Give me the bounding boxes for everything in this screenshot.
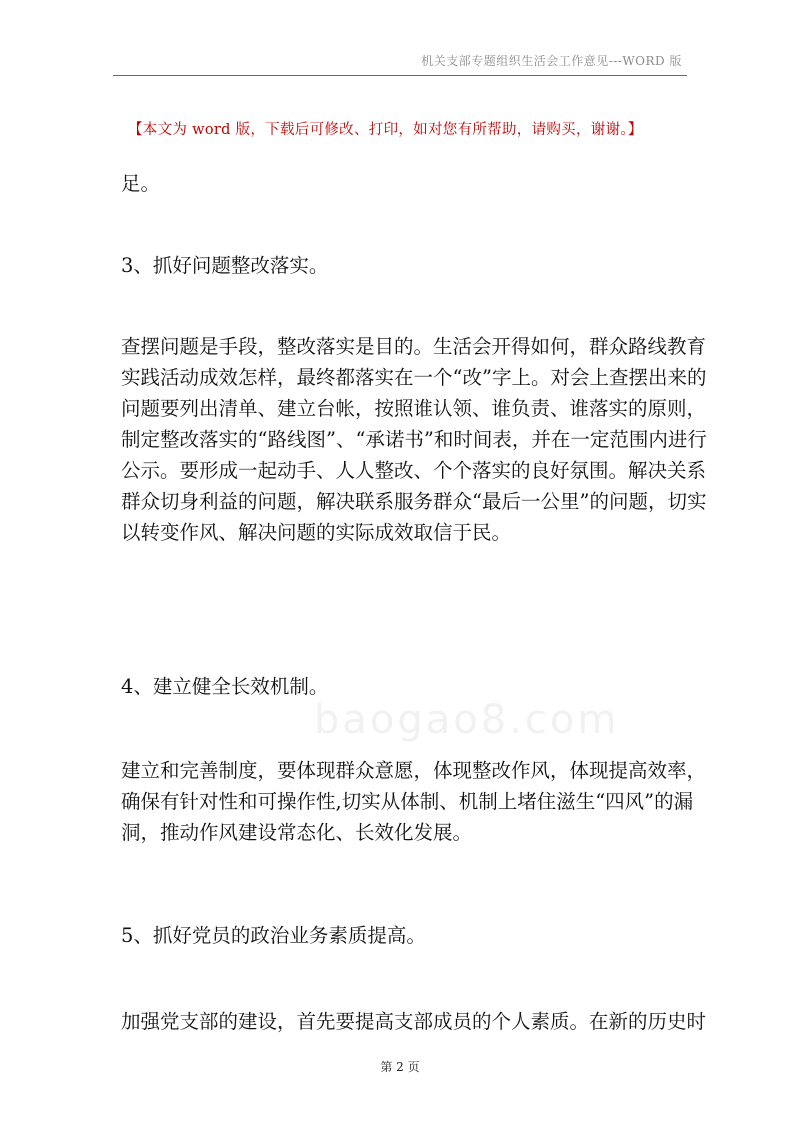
- watermark: baogao8.com: [314, 697, 620, 743]
- page-number: 第 2 页: [380, 1060, 420, 1074]
- text-line: 实践活动成效怎样，最终都落实在一个“改”字上。对会上查摆出来的: [121, 366, 707, 389]
- paragraph-continuation: [121, 168, 693, 199]
- text-line: 足。: [121, 172, 161, 195]
- heading-text: 3、抓好问题整改落实。: [121, 254, 329, 277]
- heading-text: 5、抓好党员的政治业务素质提高。: [121, 924, 426, 947]
- text-line: 以转变作风、解决问题的实际成效取信于民。: [121, 521, 512, 544]
- purchase-notice: 【本文为 word 版，下载后可修改、打印，如对您有所帮助，请购买，谢谢。】: [128, 122, 643, 138]
- text-line: 洞，推动作风建设常态化、长效化发展。: [121, 821, 473, 844]
- text-line: 确保有针对性和可操作性,切实从体制、机制上堵住滋生“四风”的漏: [121, 790, 694, 813]
- heading-text: 4、建立健全长效机制。: [121, 675, 329, 698]
- header-title: 机关支部专题组织生活会工作意见---WORD 版: [421, 54, 682, 68]
- section-heading-3: [121, 250, 693, 281]
- header-divider: [113, 75, 687, 76]
- text-line: 公示。要形成一起动手、人人整改、个个落实的良好氛围。解决关系: [121, 459, 707, 482]
- text-line: 建立和完善制度，要体现群众意愿，体现整改作风，体现提高效率，: [121, 759, 707, 782]
- text-line: 群众切身利益的问题，解决联系服务群众“最后一公里”的问题，切实: [121, 490, 707, 513]
- section-heading-5: [121, 920, 693, 951]
- paragraph-party-branch: [121, 1006, 707, 1037]
- section-heading-4: [121, 671, 693, 702]
- text-line: 问题要列出清单、建立台帐，按照谁认领、谁负责、谁落实的原则，: [121, 397, 707, 420]
- text-line: 加强党支部的建设，首先要提高支部成员的个人素质。在新的历史时: [121, 1010, 707, 1033]
- paragraph-rectification: [121, 331, 707, 548]
- paragraph-mechanism: [121, 755, 707, 848]
- text-line: 制定整改落实的“路线图”、“承诺书”和时间表，并在一定范围内进行: [121, 428, 707, 451]
- text-line: 查摆问题是手段，整改落实是目的。生活会开得如何，群众路线教育: [121, 335, 707, 358]
